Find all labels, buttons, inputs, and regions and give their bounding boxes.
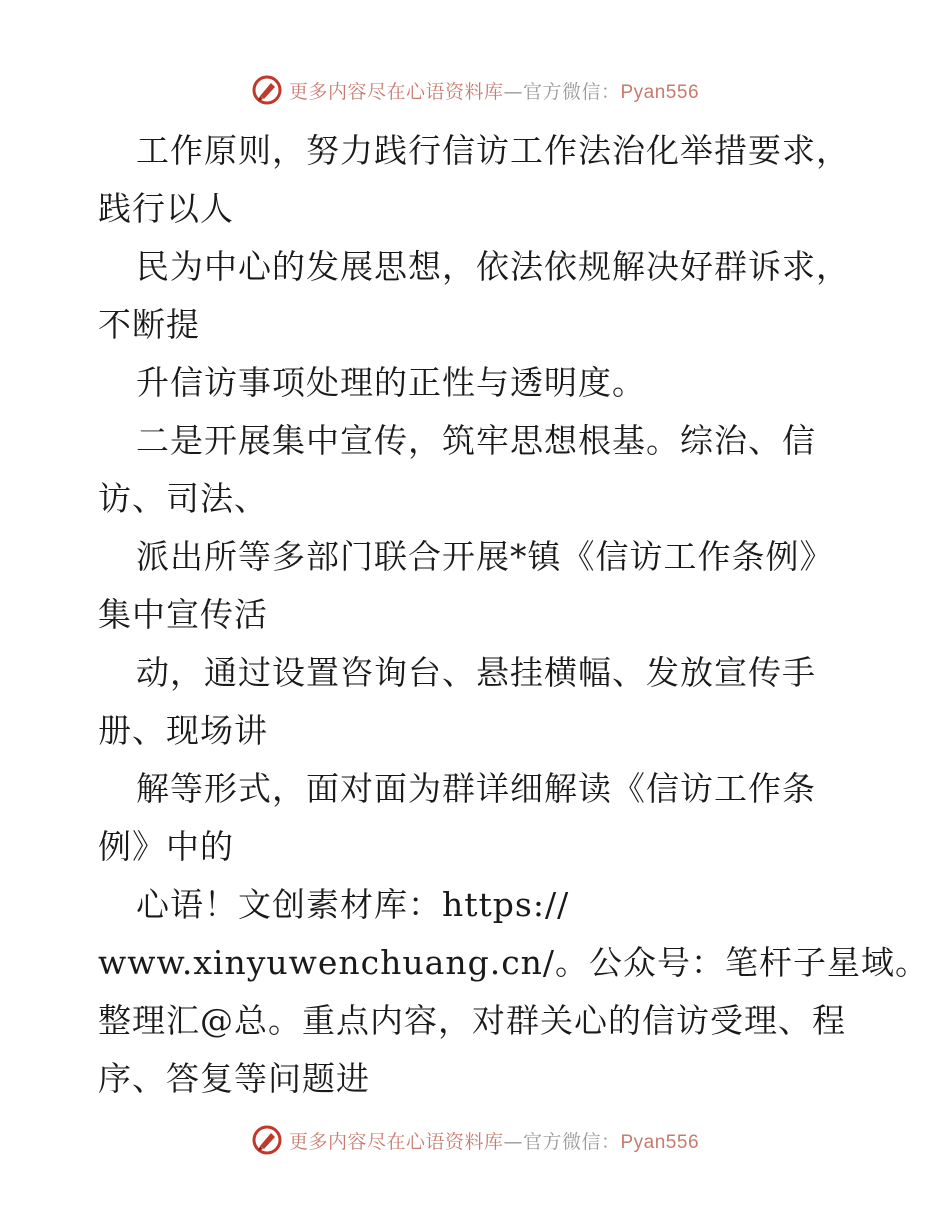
banner-wechat-id: Pyan556	[620, 1131, 700, 1153]
banner-wechat-label: 官方微信：	[522, 1130, 621, 1153]
text-line: www.xinyuwenchuang.cn/。公众号：笔杆子星域。	[98, 943, 930, 982]
footer-banner	[0, 1120, 950, 1160]
pen-nib-circle-icon	[251, 74, 283, 106]
text-line: 派出所等多部门联合开展*镇《信访工作条例》	[136, 537, 834, 576]
text-line: 践行以人	[98, 189, 234, 228]
banner-wechat-id: Pyan556	[620, 81, 700, 103]
text-line: 册、现场讲	[98, 711, 268, 750]
text-line: 民为中心的发展思想，依法依规解决好群诉求，	[136, 247, 850, 286]
pen-nib-circle-icon	[251, 1124, 283, 1156]
text-line: 升信访事项处理的正性与透明度。	[136, 363, 646, 402]
banner-wechat-label: 官方微信：	[522, 80, 621, 103]
banner-dash: —	[503, 1130, 523, 1153]
text-line: 工作原则，努力践行信访工作法治化举措要求，	[136, 131, 850, 170]
text-line: 不断提	[98, 305, 200, 344]
text-line: 例》中的	[98, 827, 234, 866]
text-line: 整理汇@总。重点内容，对群关心的信访受理、程	[98, 1001, 846, 1040]
text-line: 二是开展集中宣传，筑牢思想根基。综治、信	[136, 421, 816, 460]
header-banner	[0, 70, 950, 110]
text-line: 访、司法、	[98, 479, 268, 518]
footer-banner-text	[289, 1127, 699, 1154]
document-body	[98, 122, 930, 1108]
header-banner-text	[289, 77, 699, 104]
text-line: 集中宣传活	[98, 595, 268, 634]
text-line: 序、答复等问题进	[98, 1059, 370, 1098]
banner-site-text: 更多内容尽在心语资料库	[288, 80, 504, 103]
header-banner-inner	[251, 74, 699, 106]
text-line: 心语！文创素材库：https://	[136, 885, 570, 924]
text-line: 动，通过设置咨询台、悬挂横幅、发放宣传手	[136, 653, 816, 692]
footer-banner-inner	[251, 1124, 699, 1156]
banner-site-text: 更多内容尽在心语资料库	[288, 1130, 504, 1153]
text-line: 解等形式，面对面为群详细解读《信访工作条	[136, 769, 816, 808]
banner-dash: —	[503, 80, 523, 103]
